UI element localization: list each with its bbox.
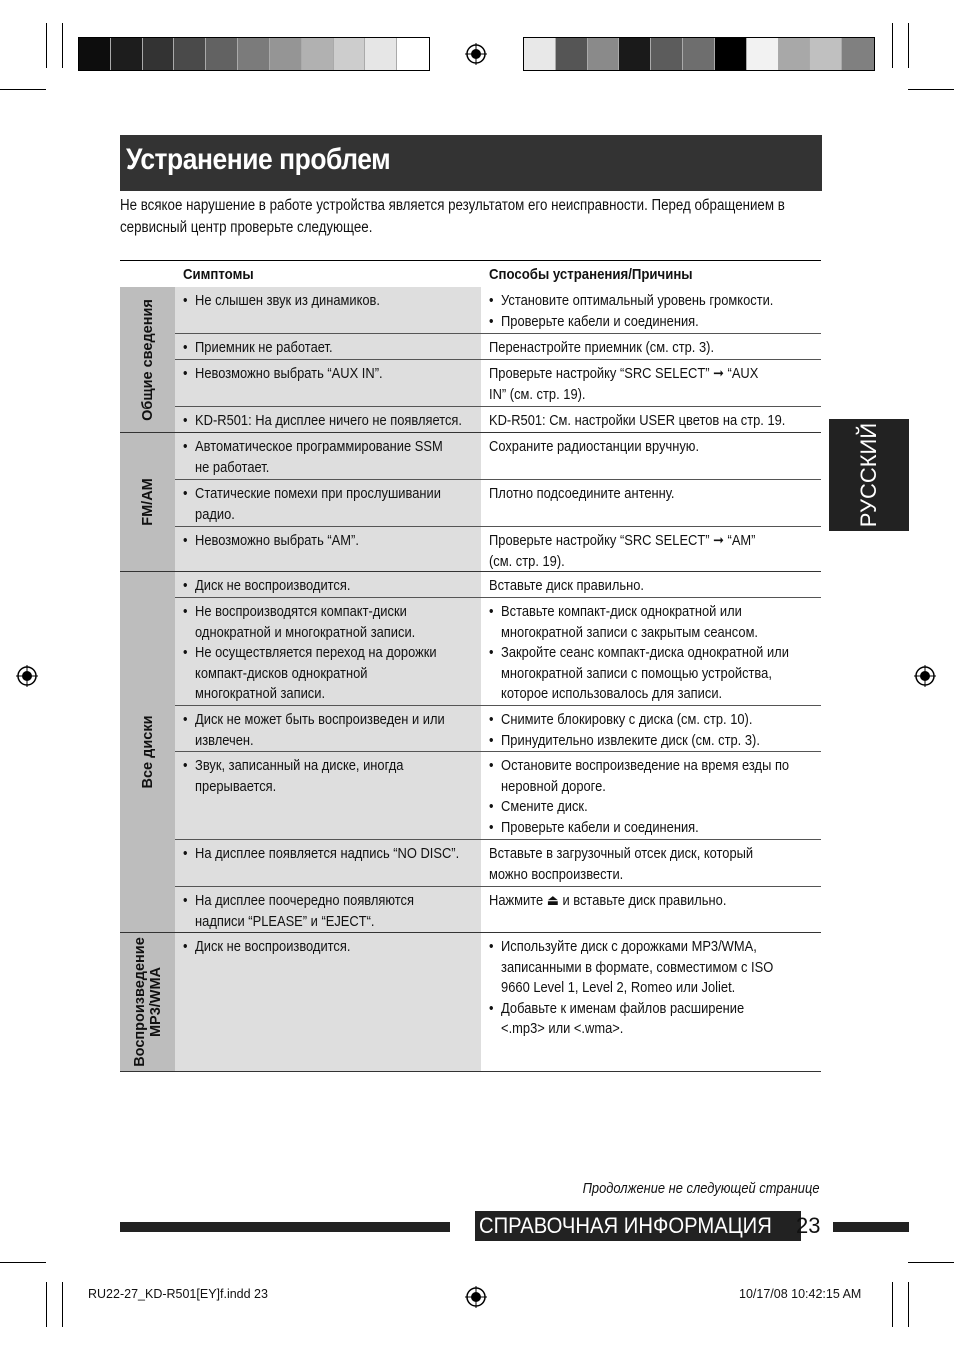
cell-line: Перенастройте приемник (см. стр. 3). <box>489 339 715 356</box>
symptom-cell-text <box>183 531 388 552</box>
table-row <box>175 887 821 932</box>
cell-line: 9660 Level 1, Level 2, Romeo или Joliet. <box>501 979 736 996</box>
language-tab <box>829 419 909 531</box>
table-row <box>175 334 821 359</box>
solution-cell-text <box>489 437 733 458</box>
crop-mark <box>908 1282 909 1327</box>
symptom-cell-text <box>183 291 412 312</box>
row-divider <box>120 1071 821 1072</box>
table-header <box>120 260 821 289</box>
cell-line: радио. <box>195 505 235 523</box>
page-number: 23 <box>796 1213 821 1238</box>
intro-line: Не всякое нарушение в работе устройства является результатом его неисправности. Перед обращением в <box>120 197 785 214</box>
cell-line: можно воспроизвести. <box>489 865 624 883</box>
group-label-line: Воспроизведение <box>131 937 148 1067</box>
table-row <box>175 527 821 571</box>
crop-mark <box>62 23 63 68</box>
symptom-cell-text <box>183 484 483 525</box>
solution-cell <box>481 407 821 432</box>
group-label-line: Общие сведения <box>139 298 156 421</box>
table-row <box>175 933 821 1071</box>
cell-line: • На дисплее появляется надпись “NO DISC”. <box>183 844 459 865</box>
cell-line: которое использовалось для записи. <box>501 685 723 702</box>
crop-mark <box>0 1262 46 1263</box>
table-row <box>175 433 821 479</box>
symptom-cell-text <box>183 364 415 385</box>
group-cell <box>120 933 175 1071</box>
cell-line: • Добавьте к именам файлов расширение <box>489 999 773 1020</box>
solution-cell-text <box>489 710 804 751</box>
symptom-cell <box>175 527 481 571</box>
column-header-solutions: Способы устранения/Причины <box>489 266 693 283</box>
solution-cell <box>481 334 821 359</box>
cell-line: IN” (см. стр. 19). <box>489 385 586 403</box>
cell-line: • Статические помехи при прослушивании <box>183 484 441 505</box>
solution-cell <box>481 433 821 479</box>
intro-paragraph <box>120 195 820 239</box>
symptom-cell <box>175 480 481 526</box>
cell-line: записанными в формате, совместимом с ISO <box>501 958 774 976</box>
solution-cell-text <box>489 338 751 359</box>
cell-line: • Смените диск. <box>489 797 789 818</box>
cell-line: • Диск не может быть воспроизведен и или <box>183 710 445 731</box>
intro-line: сервисный центр проверьте следующее. <box>120 219 373 236</box>
solution-cell <box>481 887 821 932</box>
solution-cell-text <box>489 484 705 505</box>
cell-line: • Вставьте компакт-диск однократной или <box>489 602 789 623</box>
cell-line: • Автоматическое программирование SSM <box>183 437 443 458</box>
cell-line: неровной дороге. <box>501 777 606 795</box>
group-label <box>140 478 156 526</box>
cell-line: прерывается. <box>195 777 277 795</box>
symptom-cell <box>175 752 481 839</box>
symptom-cell-text <box>183 576 378 597</box>
title-bar <box>120 135 822 191</box>
solution-cell-text <box>489 576 669 597</box>
symptom-cell-text <box>183 338 357 359</box>
crop-mark <box>908 89 954 90</box>
table-row <box>175 572 821 597</box>
solution-cell <box>481 933 821 1071</box>
cell-line: KD-R501: См. настройки USER цветов на стр. 19. <box>489 412 786 429</box>
cell-line: • Не слышен звук из динамиков. <box>183 291 380 312</box>
solution-cell <box>481 598 821 705</box>
symptom-cell-text <box>183 756 439 797</box>
solution-cell-text <box>489 937 820 1040</box>
crop-mark <box>892 23 893 68</box>
cell-line: • Принудительно извлеките диск (см. стр. 3). <box>489 731 760 752</box>
symptom-cell <box>175 433 481 479</box>
section-label-text: СПРАВОЧНАЯ ИНФОРМАЦИЯ <box>479 1213 772 1238</box>
crop-mark <box>0 89 46 90</box>
cell-line: многократной записи. <box>195 685 326 702</box>
imprint-date: 10/17/08 10:42:15 AM <box>739 1287 862 1301</box>
crop-mark <box>62 1282 63 1327</box>
cell-line: • KD-R501: На дисплее ничего не появляется. <box>183 411 462 432</box>
solution-cell-text <box>489 602 838 705</box>
symptom-cell-text <box>183 710 487 751</box>
group-label <box>132 937 164 1067</box>
group-label-line: FM/AM <box>139 478 156 526</box>
symptom-cell <box>175 887 481 932</box>
solution-cell-text <box>489 364 802 405</box>
footer-bar <box>833 1222 909 1232</box>
symptom-cell-text <box>183 437 485 478</box>
continued-note <box>520 1180 820 1197</box>
group-label <box>140 716 156 789</box>
table-row <box>175 407 821 432</box>
symptom-cell-text <box>183 411 507 432</box>
symptom-cell <box>175 287 481 333</box>
cell-line: • Диск не воспроизводится. <box>183 937 350 958</box>
cell-line: • Не воспроизводятся компакт-диски <box>183 602 437 623</box>
crop-mark <box>46 1282 47 1327</box>
cell-line: • Диск не воспроизводится. <box>183 576 350 597</box>
cell-line: • Закройте сеанс компакт-диска однократной или <box>489 643 789 664</box>
cell-line: <.mp3> или <.wma>. <box>501 1020 624 1037</box>
group-label <box>140 299 156 421</box>
cell-line: • Не осуществляется переход на дорожки <box>183 643 437 664</box>
cell-line: не работает. <box>195 458 270 476</box>
group-cell <box>120 433 175 571</box>
solution-cell <box>481 480 821 526</box>
symptom-cell-text <box>183 602 478 705</box>
footer-bar <box>120 1222 450 1232</box>
solution-cell <box>481 840 821 886</box>
cell-line: Сохраните радиостанции вручную. <box>489 438 700 455</box>
cell-line: Вставьте диск правильно. <box>489 577 645 594</box>
solution-cell-text <box>489 756 838 838</box>
cell-line: • Проверьте кабели и соединения. <box>489 312 773 333</box>
symptom-cell <box>175 840 481 886</box>
table-row <box>175 840 821 886</box>
registration-target-icon <box>465 43 487 65</box>
table-row <box>175 598 821 705</box>
symptom-cell-text <box>183 937 378 958</box>
symptom-cell <box>175 334 481 359</box>
cell-line: Нажмите ⏏ и вставьте диск правильно. <box>489 892 727 909</box>
table-row <box>175 287 821 333</box>
table-row <box>175 360 821 406</box>
cell-line: многократной записи с помощью устройства, <box>501 664 772 682</box>
cell-line: надписи “PLEASE” и “EJECT“. <box>195 912 375 930</box>
symptom-cell-text <box>183 891 452 932</box>
registration-target-icon <box>16 665 38 687</box>
group-cell <box>120 287 175 432</box>
cell-line: • Невозможно выбрать “AUX IN”. <box>183 364 383 385</box>
crop-mark <box>908 23 909 68</box>
solution-cell-text <box>489 291 820 332</box>
solution-cell <box>481 572 821 597</box>
registration-target-icon <box>465 1286 487 1308</box>
symptom-cell-text <box>183 844 504 865</box>
table-row <box>175 706 821 751</box>
crop-mark <box>892 1282 893 1327</box>
symptom-cell <box>175 706 481 751</box>
crop-mark <box>908 1262 954 1263</box>
cell-line: • Снимите блокировку с диска (см. стр. 10). <box>489 710 760 731</box>
page-title: Устранение проблем <box>126 143 391 176</box>
cell-line: • Приемник не работает. <box>183 338 333 359</box>
solution-cell <box>481 752 821 839</box>
grayscale-bar <box>78 37 430 71</box>
section-label <box>475 1211 801 1241</box>
symptom-cell <box>175 598 481 705</box>
symptom-cell <box>175 360 481 406</box>
symptom-cell <box>175 572 481 597</box>
cell-line: компакт-дисков однократной <box>195 664 368 682</box>
symptom-cell <box>175 933 481 1071</box>
solution-cell-text <box>489 411 834 432</box>
cell-line: Вставьте в загрузочный отсек диск, который <box>489 845 754 862</box>
cell-line: • Проверьте кабели и соединения. <box>489 818 789 839</box>
table-row <box>175 752 821 839</box>
cell-line: • Звук, записанный на диске, иногда <box>183 756 403 777</box>
column-header-symptoms: Симптомы <box>183 266 254 283</box>
language-tab-label: РУССКИЙ <box>856 422 881 528</box>
cell-line: извлечен. <box>195 731 254 749</box>
registration-target-icon <box>914 665 936 687</box>
color-bar <box>523 37 875 71</box>
cell-line: Плотно подсоедините антенну. <box>489 485 675 502</box>
cell-line: однократной и многократной записи. <box>195 623 416 641</box>
crop-mark <box>46 23 47 68</box>
cell-line: • Установите оптимальный уровень громкости. <box>489 291 773 312</box>
solution-cell-text <box>489 844 796 885</box>
cell-line: (см. стр. 19). <box>489 552 565 570</box>
group-label-line: MP3/WMA <box>147 966 164 1038</box>
symptom-cell <box>175 407 481 432</box>
imprint-file: RU22-27_KD-R501[EY]f.indd 23 <box>88 1287 268 1301</box>
solution-cell <box>481 287 821 333</box>
cell-line: • Остановите воспроизведение на время езды по <box>489 756 789 777</box>
group-cell <box>120 572 175 932</box>
solution-cell <box>481 527 821 571</box>
solution-cell <box>481 360 821 406</box>
cell-line: многократной записи с закрытым сеансом. <box>501 623 759 641</box>
cell-line: • Невозможно выбрать “AM”. <box>183 531 359 552</box>
table-row <box>175 480 821 526</box>
continued-text: Продолжение не следующей странице <box>583 1180 820 1197</box>
solution-cell-text <box>489 891 765 912</box>
cell-line: • На дисплее поочередно появляются <box>183 891 414 912</box>
cell-line: Проверьте настройку “SRC SELECT” ➞ “AUX <box>489 365 759 382</box>
group-label-line: Все диски <box>139 715 156 789</box>
solution-cell-text <box>489 531 799 572</box>
cell-line: • Используйте диск с дорожками MP3/WMA, <box>489 937 773 958</box>
solution-cell <box>481 706 821 751</box>
cell-line: Проверьте настройку “SRC SELECT” ➞ “AM” <box>489 532 756 549</box>
